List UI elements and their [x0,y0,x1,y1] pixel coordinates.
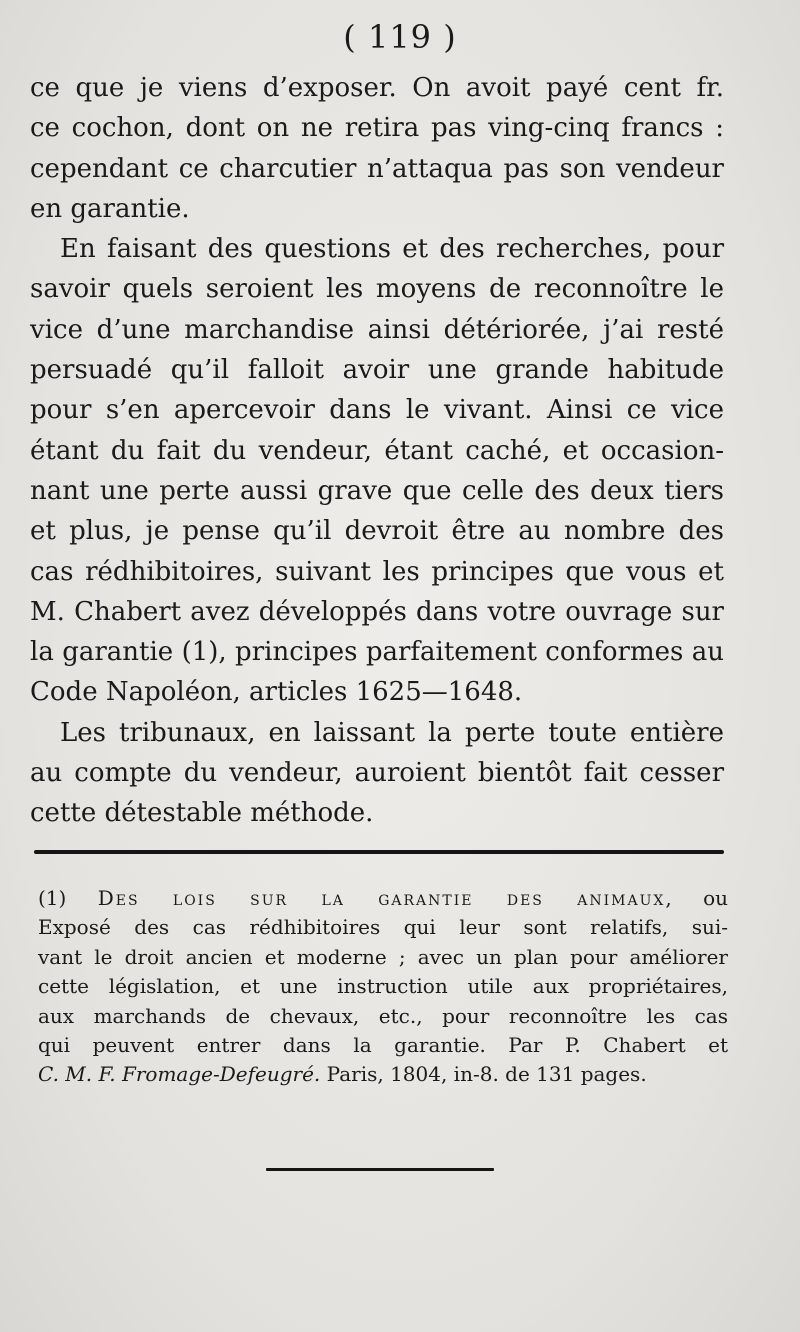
text-line: persuadé qu’il falloit avoir une grande habitude [30,355,724,386]
footnote [38,884,728,1090]
footnote-title: Des lois sur la garantie des animaux [97,886,666,910]
text-line: ce cochon, dont on ne retira pas ving-cinq francs : [30,113,724,144]
text-line: la garantie (1), principes parfaitement conformes au [30,637,724,668]
footnote-publication: Paris, 1804, in-8. de 131 pages. [320,1062,647,1087]
body-text [30,68,724,834]
footnote-line [38,884,728,913]
page-number: ( 119 ) [343,18,457,56]
text-line: En faisant des questions et des recherches, pour [60,234,724,265]
footnote-authors: C. M. F. Fromage-Defeugré. [38,1062,321,1087]
text-line: M. Chabert avez développés dans votre ouvrage sur [30,596,724,627]
text-line: cette détestable méthode. [30,798,374,829]
text-line: ce que je viens d’exposer. On avoit payé cent fr. [30,73,724,103]
footnote-line: vant le droit ancien et moderne ; avec un plan pour améliorer [38,944,728,969]
footnote-line [38,1060,728,1089]
text-line: Les tribunaux, en laissant la perte toute entière [60,717,724,748]
footnote-divider [34,850,724,854]
text-line: et plus, je pense qu’il devroit être au nombre des [30,516,724,547]
footnote-marker: (1) [38,886,67,910]
footnote-line: cette législation, et une instruction utile aux propriétaires, [38,974,728,999]
text-line: cependant ce charcutier n’attaqua pas son vendeur [30,153,724,184]
end-rule [266,1168,494,1171]
text-line: savoir quels seroient les moyens de reconnoître le [30,274,724,305]
text-line: pour s’en apercevoir dans le vivant. Ainsi ce vice [30,395,724,426]
text-line: cas rédhibitoires, suivant les principes que vous et [30,556,724,587]
text-line: Code Napoléon, articles 1625—1648. [30,677,523,708]
footnote-line: qui peuvent entrer dans la garantie. Par P. Chabert et [38,1032,728,1057]
text-line: étant du fait du vendeur, étant caché, et occasion- [30,435,724,466]
text-line: au compte du vendeur, auroient bientôt fait cesser [30,758,724,789]
footnote-title-rest: , ou [665,886,728,910]
text-line: nant une perte aussi grave que celle des deux tiers [30,475,724,506]
text-line: en garantie. [30,193,190,224]
footnote-line: Exposé des cas rédhibitoires qui leur sont relatifs, sui- [38,915,728,940]
footnote-line: aux marchands de chevaux, etc., pour reconnoître les cas [38,1003,728,1028]
text-line: vice d’une marchandise ainsi détériorée, j’ai resté [30,314,724,345]
